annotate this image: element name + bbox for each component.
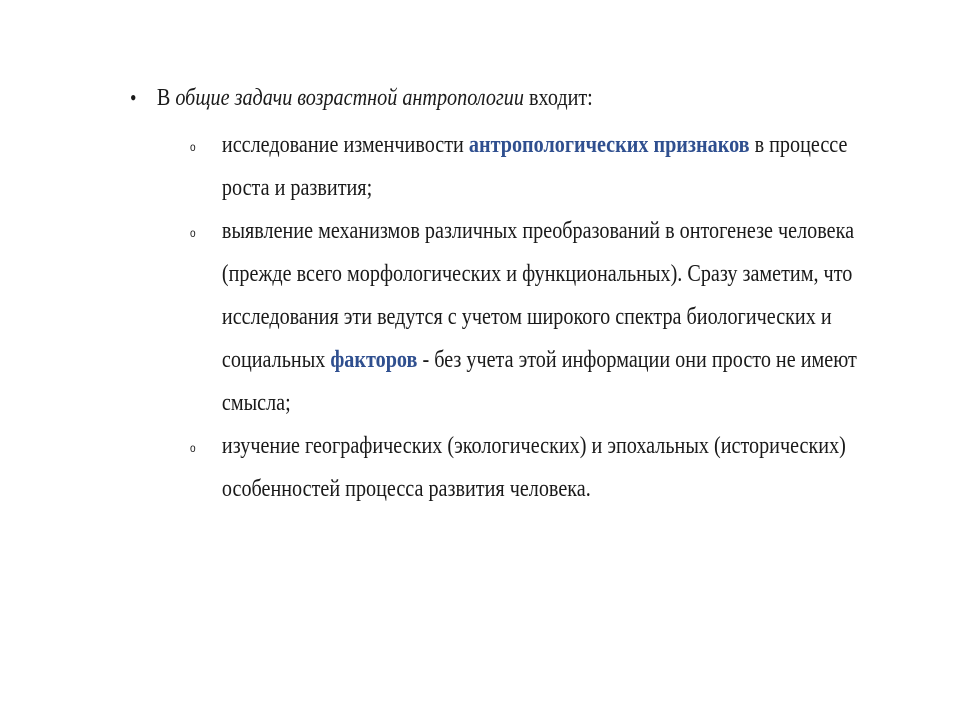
sub-item-text-before: изучение географических (экологических) и эпохальных (исторических) особенностей процесса развития человека.	[221, 433, 846, 502]
main-bullet-tail: входит:	[523, 85, 593, 111]
sub-item-text	[222, 425, 869, 511]
sub-item-text-before: выявление механизмов различных преобразований в онтогенезе человека (прежде всего морфологических и функциональных). Сразу заметим, что исследования эти ведутся с учетом широкого спектра биологических и социальных	[221, 218, 855, 373]
sub-item-text-before: исследование изменчивости	[221, 132, 469, 158]
sub-item-1	[190, 124, 879, 210]
link-anthropological-traits[interactable]: антропологических признаков	[468, 132, 750, 158]
bullet-marker: •	[130, 85, 137, 110]
sub-item-text-after: - без учета этой информации они просто не имеют смысла;	[221, 347, 857, 416]
sub-item-text	[222, 210, 869, 425]
sub-item-text	[222, 124, 869, 210]
sub-marker: o	[190, 226, 196, 240]
sub-item-3	[190, 425, 879, 511]
sub-item-text-after: в процессе роста и развития;	[221, 132, 848, 201]
link-factors[interactable]: факторов	[330, 347, 418, 373]
main-bullet-text	[157, 82, 593, 114]
main-bullet-italic: общие задачи возрастной антропологии	[175, 85, 524, 111]
sub-marker: o	[190, 140, 196, 154]
main-bullet-lead: В	[156, 85, 176, 111]
sub-list	[190, 124, 879, 511]
main-bullet	[130, 82, 785, 114]
sub-item-2	[190, 210, 879, 425]
sub-marker: o	[190, 441, 196, 455]
